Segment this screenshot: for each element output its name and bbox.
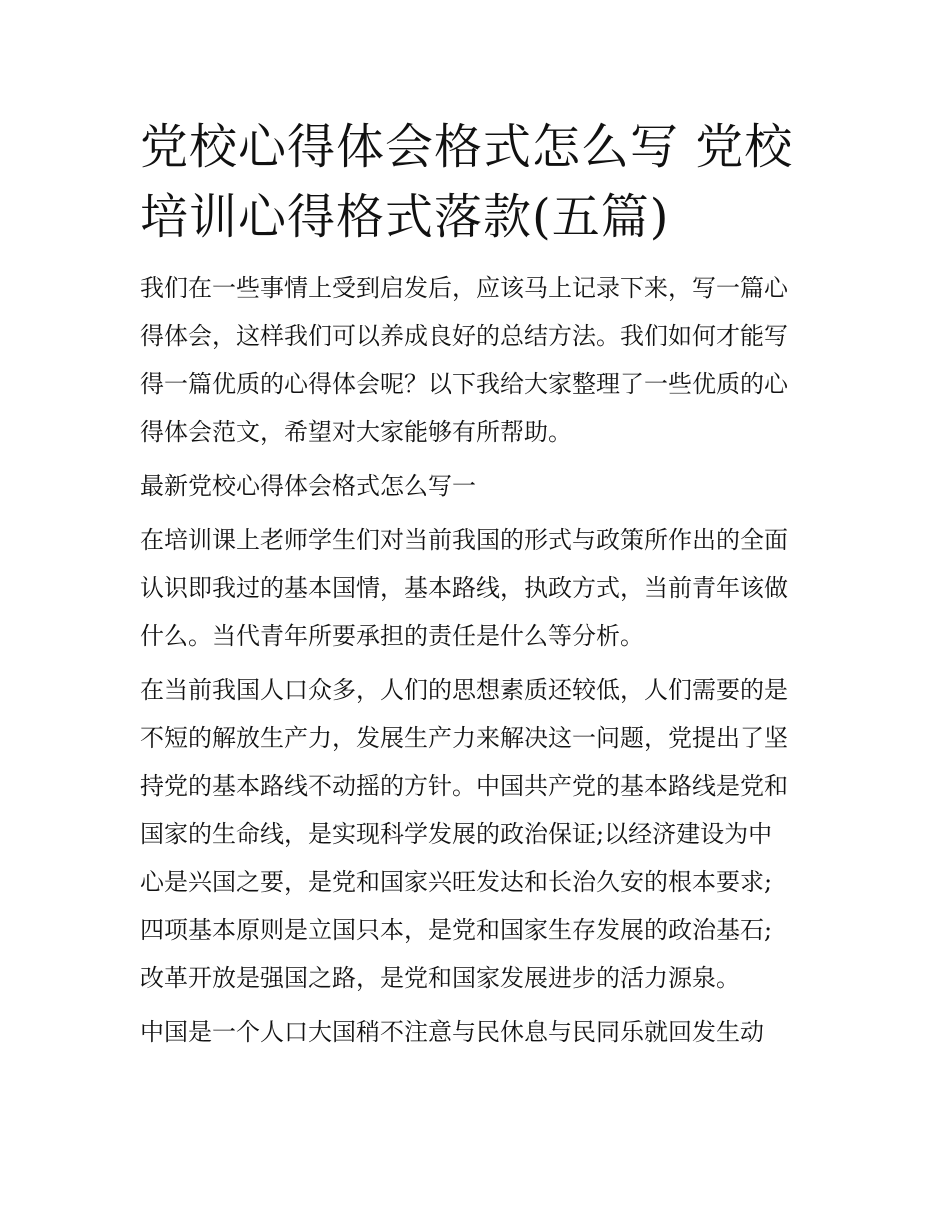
text-line: 中国是一个人口大国稍不注意与民休息与民同乐就回发生动: [140, 1018, 764, 1046]
body-paragraph: [140, 1008, 812, 1056]
text-line: 得体会，这样我们可以养成良好的总结方法。我们如何才能写: [140, 322, 788, 350]
intro-paragraph: [140, 264, 812, 456]
document-title: [140, 112, 812, 252]
text-line: 国家的生命线，是实现科学发展的政治保证;以经济建设为中: [140, 820, 773, 848]
section-heading: [140, 462, 812, 510]
title-line: 党校心得体会格式怎么写 党校: [140, 119, 794, 175]
document-page: [140, 112, 812, 1062]
text-line: 持党的基本路线不动摇的方针。中国共产党的基本路线是党和: [140, 772, 788, 800]
body-paragraph: [140, 666, 812, 1002]
text-line: 改革开放是强国之路，是党和国家发展进步的活力源泉。: [140, 964, 740, 992]
text-line: 心是兴国之要，是党和国家兴旺发达和长治久安的根本要求;: [140, 868, 773, 896]
text-line: 得一篇优质的心得体会呢？以下我给大家整理了一些优质的心: [140, 370, 788, 398]
text-line: 最新党校心得体会格式怎么写一: [140, 472, 476, 500]
text-line: 什么。当代青年所要承担的责任是什么等分析。: [140, 622, 644, 650]
text-line: 认识即我过的基本国情，基本路线，执政方式，当前青年该做: [140, 574, 788, 602]
text-line: 得体会范文，希望对大家能够有所帮助。: [140, 418, 572, 446]
text-line: 我们在一些事情上受到启发后，应该马上记录下来，写一篇心: [140, 274, 788, 302]
text-line: 四项基本原则是立国只本，是党和国家生存发展的政治基石;: [140, 916, 773, 944]
text-line: 不短的解放生产力，发展生产力来解决这一问题，党提出了坚: [140, 724, 788, 752]
body-paragraph: [140, 516, 812, 660]
text-line: 在培训课上老师学生们对当前我国的形式与政策所作出的全面: [140, 526, 788, 554]
text-line: 在当前我国人口众多，人们的思想素质还较低，人们需要的是: [140, 676, 788, 704]
title-line: 培训心得格式落款(五篇): [140, 189, 670, 245]
